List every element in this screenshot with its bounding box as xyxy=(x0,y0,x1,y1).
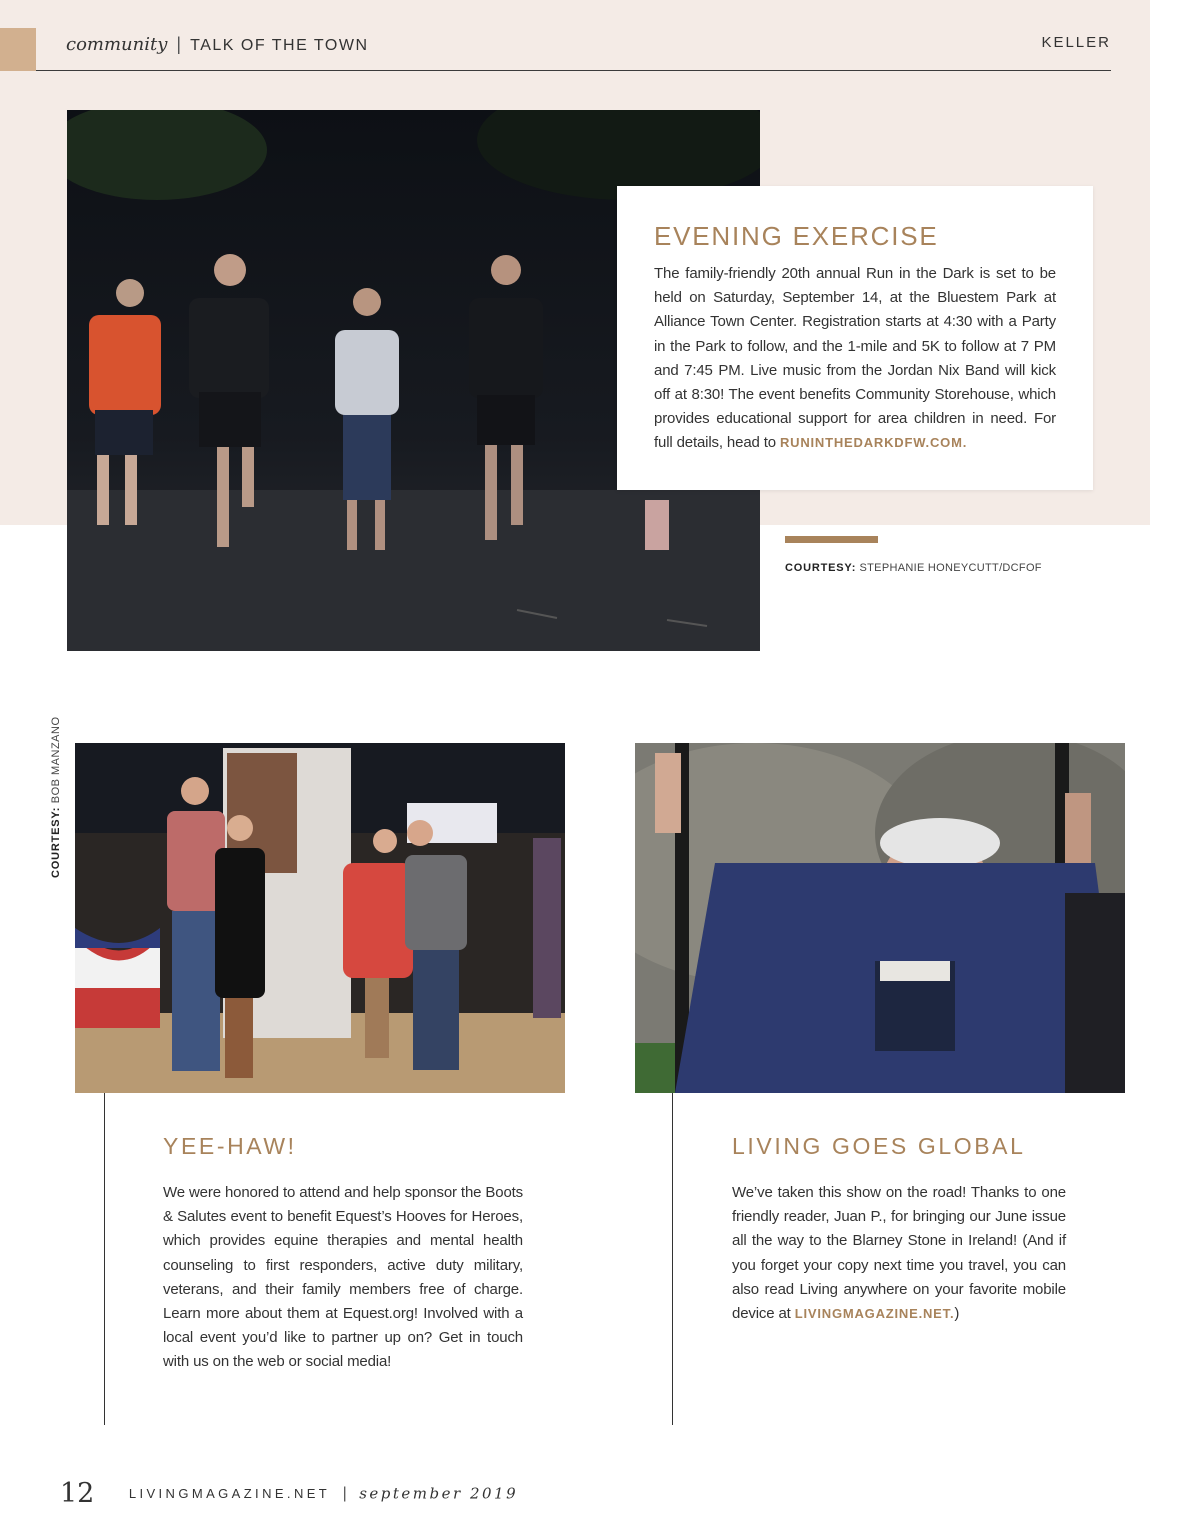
livingmagazine-link[interactable]: LIVINGMAGAZINE.NET. xyxy=(794,1306,955,1322)
credit-label: COURTESY: xyxy=(785,562,857,574)
column-title: TALK OF THE TOWN xyxy=(190,37,369,54)
column-rule-right xyxy=(672,1093,673,1425)
photo-credit-event xyxy=(50,716,62,878)
photo-credit-runners xyxy=(785,562,1042,574)
evening-exercise-text: The family-friendly 20th annual Run in the Dark is set to be held on Saturday, September 14, at the Bluestem Park at Alliance Town Center. Registration starts at 4:30 with a Party in the Park to follow, and the 1-mile and 5K to follow at 7 PM and 7:45 PM. Live music from the Jordan Nix Band will kick off at 8:30! The event benefits Community Storehouse, which provides educational support for area children in need. For full details, head to xyxy=(654,265,1056,452)
header-divider xyxy=(36,70,1111,71)
living-global-article xyxy=(732,1130,1066,1326)
header-separator: | xyxy=(176,34,182,54)
footer-site: LIVINGMAGAZINE.NET xyxy=(128,1486,331,1501)
corner-tab xyxy=(0,28,36,71)
evening-exercise-callout xyxy=(617,186,1093,490)
runinthedark-link[interactable]: RUNINTHEDARKDFW.COM. xyxy=(779,435,968,451)
edition-label: KELLER xyxy=(1041,34,1111,51)
living-global-body xyxy=(732,1181,1066,1326)
living-global-heading: LIVING GOES GLOBAL xyxy=(732,1133,1026,1159)
credit-name: BOB MANZANO xyxy=(50,716,62,804)
yee-haw-body: We were honored to attend and help sponsor the Boots & Salutes event to benefit Equest’s Hooves for Heroes, which provides equine therapies and mental health counseling to first responders, active duty military, veterans, and their family members free of charge. Learn more about them at Equest.org! Involved with a local event you’d like to partner up on? Get in touch with us on the web or social media! xyxy=(163,1184,523,1371)
yee-haw-heading: YEE-HAW! xyxy=(163,1133,297,1159)
column-rule-left xyxy=(104,1093,105,1425)
boots-salutes-photo xyxy=(75,743,565,1093)
page-number: 12 xyxy=(60,1478,95,1509)
page-header xyxy=(66,34,369,55)
living-global-text: We’ve taken this show on the road! Thanks to one friendly reader, Juan P., for bringing our June issue all the way to the Blarney Stone in Ireland! (And if you forget your copy next time you travel, you can also read Living anywhere on your favorite mobile device at xyxy=(732,1184,1066,1323)
credit-name: STEPHANIE HONEYCUTT/DCFOF xyxy=(859,562,1042,574)
living-global-tail: ) xyxy=(954,1305,960,1323)
issue-date: september 2019 xyxy=(359,1484,519,1503)
evening-exercise-heading: EVENING EXERCISE xyxy=(654,221,939,251)
blarney-stone-photo xyxy=(635,743,1125,1093)
section-name: community xyxy=(66,34,168,55)
evening-exercise-body xyxy=(654,262,1056,456)
footer-separator: | xyxy=(342,1484,347,1502)
page-footer xyxy=(60,1478,518,1509)
credit-label: COURTESY: xyxy=(50,806,62,878)
accent-bar xyxy=(785,536,878,543)
yee-haw-article xyxy=(163,1130,523,1375)
